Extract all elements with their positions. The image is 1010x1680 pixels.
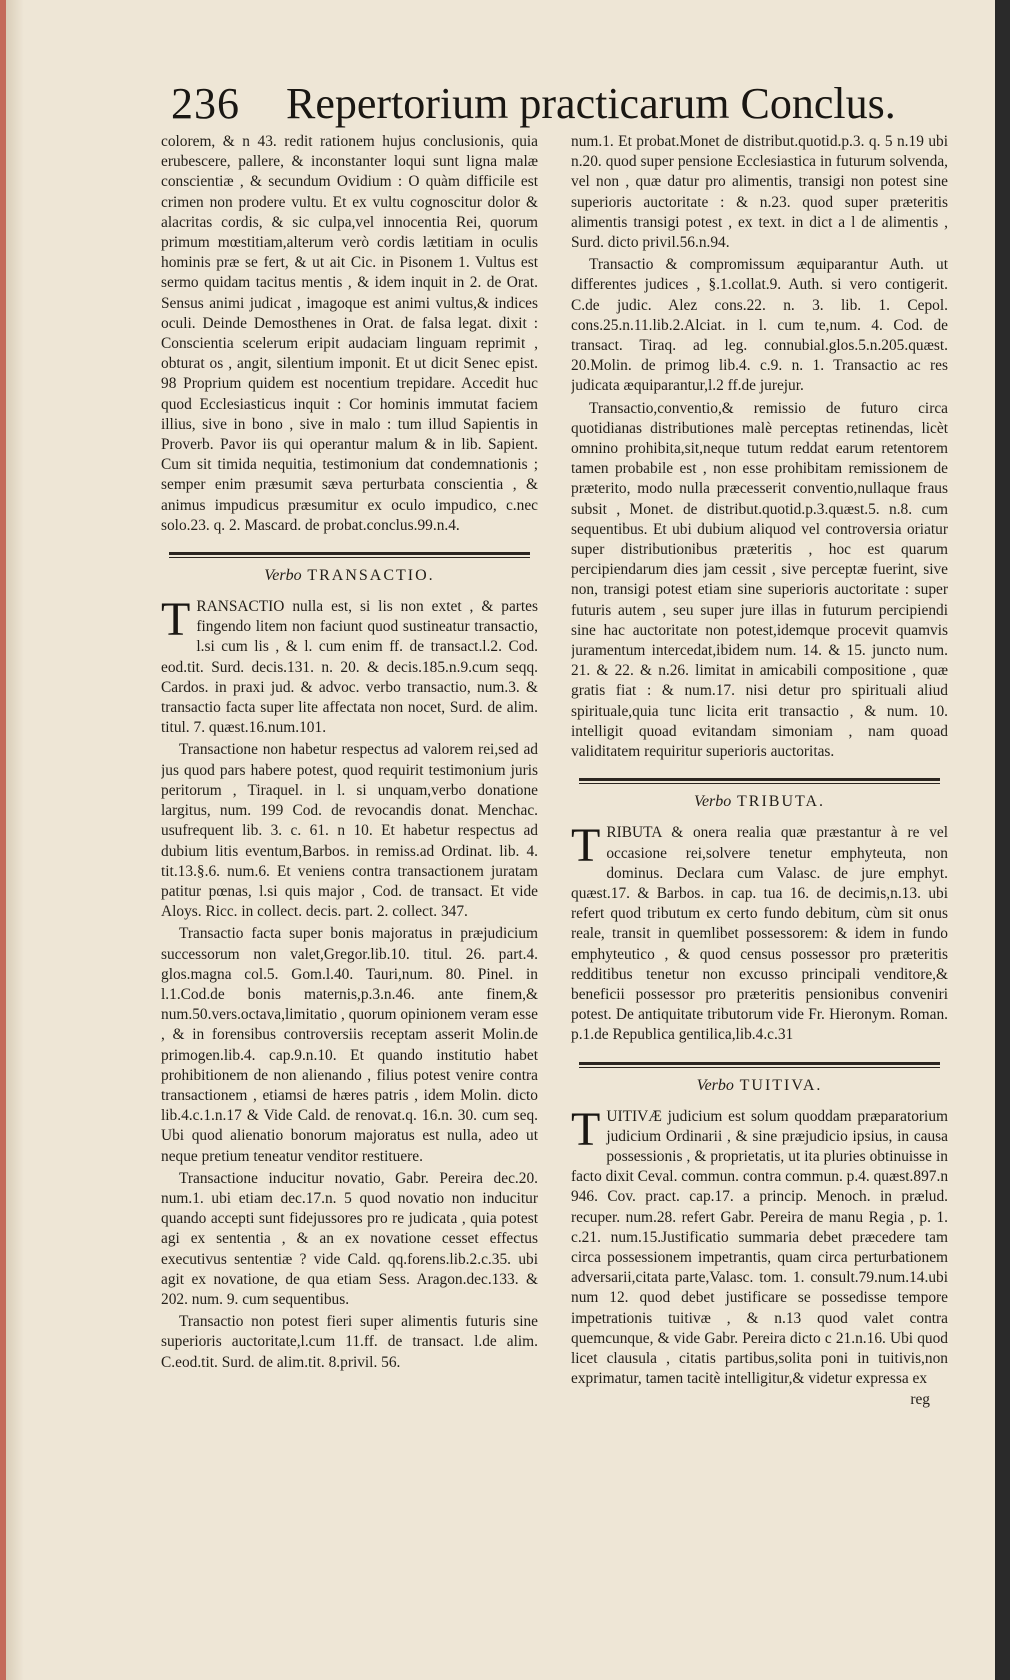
running-title: Repertorium practicarum Conclus. (286, 79, 896, 128)
left-paragraph: Transactio facta super bonis majoratus in præjudicium successorum non valet,Gregor.lib.10. titul. 26. part.4. glos.magna col.5. Gom.l.40. Tauri,num. 80. Pinel. in l.1.Cod.de bonis maternis,p.3.n.46. ante finem,& num.50.vers.octava,limitatio , quorum opinionem veram esse , & in forensibus controversiis receptam asserit Molin.de primogen.lib.4. cap.9.n.10. Et quando institutio habet prohibitionem de non alienando , filius potest venire contra transactionem , etiamsi de hæres patris , idem Molin. dicto lib.4.c.1.n.17 & Vide Cald. de renovat.q. 16.n. 30. cum seq. Ubi quod alienatio bonorum majoratus est nulla, adeo ut neque pretium teneatur venditor restituere. (161, 925, 538, 1165)
drop-cap: T (571, 1102, 601, 1156)
left-paragraph: Transactione inducitur novatio, Gabr. Pereira dec.20. num.1. ubi etiam dec.17.n. 5 quod novatio non inducitur quando accepti sunt fidejussores pro re judicata , quia potest agi ex sententia , & an ex novatione cesset effectus executivus sententiæ ? vide Cald. qq.forens.lib.2.c.35. ubi agit ex novatione, de qua etiam Sess. Aragon.dec.133. & 202. num. 9. cum sequentibus. (161, 1169, 538, 1308)
right-paragraph: Transactio & compromissum æquiparantur Auth. ut differentes judices , §.1.collat.9. Auth. si vero contigerit. C.de judic. Alez cons.22. n. 3. lib. 1. Cepol. cons.25.n.11.lib.2.Alciat. in l. cum te,num. 4. Cod. de transact. Tiraq. ad leg. connubial.glos.5.n.205.quæst. 20.Molin. de primog lib.4. c.9. n. 1. Transactio ac res judicata æquiparantur,l.2 ff.de jurejur. (571, 256, 948, 395)
text-columns (161, 132, 948, 1652)
right-column (571, 132, 948, 1652)
book-spine (995, 0, 1010, 1680)
right-paragraph-initial (571, 1102, 948, 1390)
page-number: 236 (171, 79, 240, 128)
left-paragraph: Transactione non habetur respectus ad valorem rei,sed ad jus quod pars habere potest, quod requirit testimonium juris peritorum , Tiraquel. in l. si unquam,verbo donatione largitus, num. 199 Cod. de revocandis donat. Menchac. usufrequent lib. 3. c. 61. n 10. Et habetur respectus ad dubium litis eventum,Barbos. in remiss.ad Ordinat. lib. 4. tit.13.§.6. num.6. Et veniens contra transactionem juratam patitur pœnas, l.si quis major , Cod. de transact. Et vide Aloys. Ricc. in collect. decis. part. 2. collect. 347. (161, 741, 538, 921)
section-heading-transactio (161, 567, 538, 585)
catchword: reg (910, 1391, 930, 1409)
section-verbo: Verbo (693, 793, 732, 811)
section-divider (579, 1062, 940, 1065)
left-paragraph: colorem, & n 43. redit rationem hujus conclusionis, quia erubescere, pallere, & inconstanter loqui sunt ligna malæ conscientiæ , & secundum Ovidium : O quàm difficile est crimen non prodere vultu. Et ex vultu cognoscitur dolor & alacritas cordis, & sic culpa,vel innocentia Rei, quorum primum mœstitiam,alterum verò cordis lætitiam in oculis hominis præ se fert, & ut ait Cic. in Pisonem 1. Vultus est sermo quidam tacitus mentis , & idem inquit in 2. de Orat. Sensus animi judicat , imagoque est animi vultus,& indices oculi. Deinde Demosthenes in Orat. de falsa legat. dixit : Conscientia scelerum eripit audaciam linguam reprimit , obturat os , angit, silentium imponit. Et ut dicit Senec epist. 98 Proprium quidem est nocentium trepidare. Accedit huc quod Ecclesiasticus inquit : Cor hominis immutat faciem illius, sive in bono , sive in malo : tum illud Sapientis in Proverb. Pavor iis qui operantur malum & in lib. Sapient. Cum sit timida nequitia, testimonium dat condemnationis ; semper enim præsumit sæva perturbata conscientia , & animus impudicus præsumitur ex oculo impudico, c.nec solo.23. q. 2. Mascard. de probat.conclus.99.n.4. (161, 133, 538, 534)
paragraph-text: RANSACTIO nulla est, si lis non extet , & partes fingendo litem non faciunt quod sustineatur transactio, l.si cum lis , & l. cum enim ff. de transact.l.2. Cod. eod.tit. Surd. decis.131. n. 20. & decis.185.n.9.cum seqq. Cardos. in praxi jud. & advoc. verbo transactio, num.3. & transactio facta super lite affectata non nocet, Surd. de alim. titul. 7. quæst.16.num.101. (161, 598, 538, 737)
drop-cap: T (571, 819, 601, 873)
section-word: TRANSACTIO. (307, 567, 435, 585)
left-paragraph: Transactio non potest fieri super alimentis futuris sine superioris auctoritate,l.cum 11.ff. de transact. l.de alim. C.eod.tit. Surd. de alim.tit. 8.privil. 56. (161, 1313, 538, 1371)
section-word: TRIBUTA. (737, 793, 826, 811)
section-divider (169, 552, 530, 555)
right-paragraph: num.1. Et probat.Monet de distribut.quotid.p.3. q. 5 n.19 ubi n.20. quod super pensione Ecclesiastica in futurum solvenda, vel non , quæ datur pro alimentis, transigi non potest sine superioris auctoritate : & n.23. quod super præteritis alimentis transigi potest , ex text. in dict a l de alimentis , Surd. dicto privil.56.n.94. (571, 133, 948, 252)
right-paragraph-initial (571, 819, 948, 1045)
paragraph-text: RIBUTA & onera realia quæ præstantur à re vel occasione rei,solvere tenetur emphyteuta, non dominus. Declara cum Valasc. de jure emphyt. quæst.17. & Barbos. in cap. tua 16. de decimis,n.13. ubi refert quod tributum ex certo fundo debitum, cùm sit onus reale, transit in quemlibet possessorem: & idem in fundo emphyteutico , & quod census possessor pro præteritis redditibus tenetur non excusso principali venditore,& beneficii possessor pro præteritis pensionibus conveniri potest. De antiquitate tributorum vide Fr. Hieronym. Roman. p.1.de Republica gentilica,lib.4.c.31 (571, 824, 948, 1044)
left-column (161, 132, 538, 1652)
section-verbo: Verbo (264, 567, 302, 585)
right-paragraph: Transactio,conventio,& remissio de futuro circa quotidianas distributiones malè perceptas retinendas, licèt omnino prohibita,sit,neque tutum reddat earum retentorem tamen probabile est , non esse prohibitam remissionem de præterito, modo nulla præcesserit conventio,nullaque fraus subsit , Monet. de distribut.quotid.p.3.quæst.5. n.8. cum sequentibus. Et ubi dubium aliquod vel controversia oriatur super distributionibus præteritis , hoc est quarum percipiendarum dies jam cessit , sive perceptæ fuerint, sive non, transigi potest etiam sine superioris auctoritate : super futuris autem , seu super jure illas in futurum percipiendi sine hac auctoritate non potest,idemque procevit quamvis juramentum intercedat,ibidem num. 14. & 15. juncto num. 21. & 22. & n.26. limitat in amicabili compositione , quæ gratis fiat : & num.17. nisi detur pro spirituali aliud spirituale,quia tunc licita erit transactio , & num. 10. intelligit quoad evitandam simoniam , nam quoad validitatem requiritur superioris auctoritas. (571, 399, 948, 761)
drop-cap: T (161, 593, 191, 647)
section-heading-tuitiva (571, 1077, 948, 1095)
left-paragraph-initial (161, 593, 538, 738)
section-word: TUITIVA. (739, 1076, 823, 1094)
paragraph-text: UITIVÆ judicium est solum quoddam præparatorium judicium Ordinarii , & sine præjudicio ipsius, in causa possessionis , & proprietatis, ut ita pluries obtinuisse in facto dixit Ceval. commun. contra commun. p.4. quæst.897.n 946. Cov. pract. cap.17. a princip. Menoch. in prælud. recuper. num.28. refert Gabr. Pereira de manu Regia , p. 1. c.21. num.15.Justificatio summaria debet præcedere tam circa possessionem impetrantis, quam circa perturbationem adversarii,citata parte,Valasc. tom. 1. consult.79.num.14.ubi num 12. quod debet justificare se possedisse tempore impetrationis tuitivæ , & n.13 quod valet contra quemcunque, & vide Gabr. Pereira dicto c 21.n.16. Ubi quod licet clausula , citatis partibus,solita poni in tuitivis,non exprimatur, tamen tacitè intelligitur,& videtur expressa ex (571, 1107, 948, 1388)
section-divider (579, 778, 940, 781)
section-verbo: Verbo (696, 1076, 734, 1094)
section-heading-tributa (571, 793, 948, 811)
